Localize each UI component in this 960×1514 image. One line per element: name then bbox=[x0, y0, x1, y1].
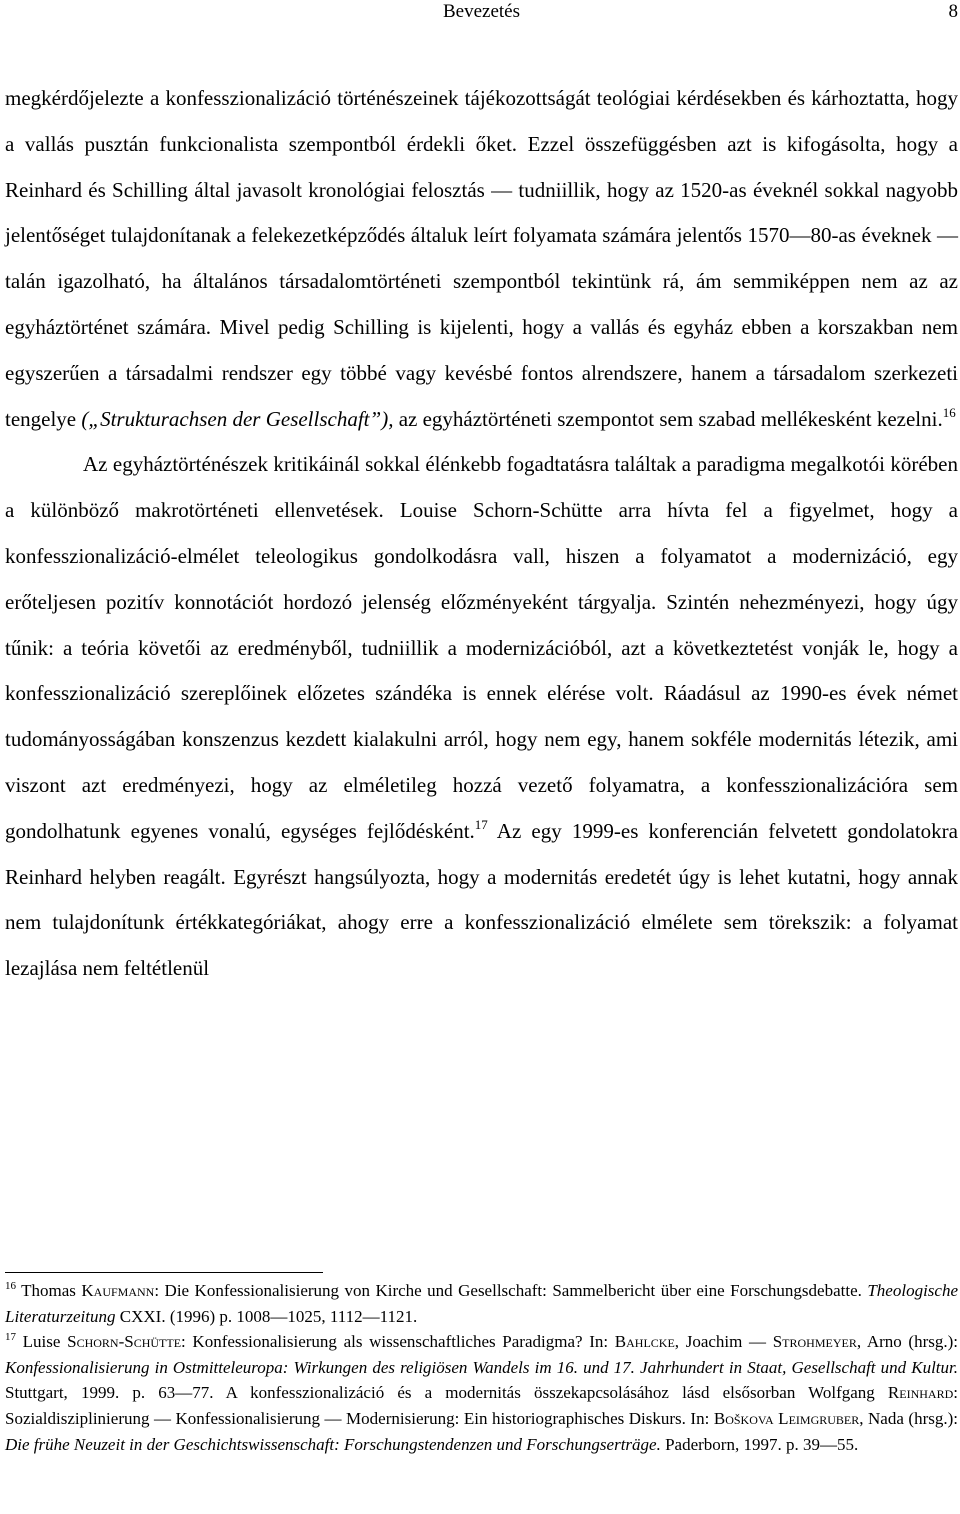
footnote-16-text-b: : Die Konfessionalisierung von Kirche und Gesellschaft: Sammelbericht über eine Forschungsdebatte. bbox=[154, 1281, 868, 1300]
footnote-17 bbox=[5, 1329, 958, 1457]
running-header bbox=[5, 0, 958, 24]
footnote-17-editor4-sc: eimgruber bbox=[788, 1408, 860, 1428]
header-title: Bevezetés bbox=[442, 1, 520, 22]
footnote-17-author2-sc: chütte bbox=[133, 1332, 182, 1352]
footnote-16-text-c: CXXI. (1996) p. 1008―1025, 1112―1121. bbox=[115, 1306, 418, 1326]
footnote-17-text-f: : Sozialdisziplinierung ― Konfessionalisierung ― Modernisierung: Ein historiographisches Diskurs. In: B bbox=[5, 1383, 958, 1428]
paragraph-2 bbox=[5, 442, 958, 992]
paragraph-1 bbox=[5, 76, 958, 442]
footnote-16-author-sc: aufmann bbox=[93, 1281, 155, 1300]
page-number: 8 bbox=[948, 1, 958, 22]
footnote-17-text-b: : Konfessionalisierung als wissenschaftliches Paradigma? In: B bbox=[181, 1332, 627, 1352]
footnote-17-text-e: Stuttgart, 1999. p. 63―77. A konfesszionalizáció és a modernitás összekapcsolásához lásd elsősorban Wolfgang R bbox=[5, 1383, 900, 1403]
footnote-17-text-a2: -S bbox=[118, 1332, 134, 1352]
footnote-17-text-d: , Arno (hrsg.): bbox=[856, 1332, 959, 1352]
footnote-ref-16[interactable]: 16 bbox=[942, 404, 956, 420]
footnote-17-text-i: Paderborn, 1997. p. 39―55. bbox=[660, 1434, 859, 1454]
footnote-17-editor-sc: ahlcke bbox=[626, 1332, 675, 1352]
paragraph-2-text-a: Az egyháztörténészek kritikáinál sokkal élénkebb fogadtatásra találtak a paradigma megalkotói körében a különböző makrotörténeti ellenvetések. Louise Schorn-Schütte arra hívta fel a figyelmet, hogy a konfesszionalizáció-elmélet teleologikus gondolkodásra vall, hiszen a folyamatot a modernizáció, egy erőteljesen pozitív konnotációt hordozó jelenség előzményeként tárgyalja. Szintén nehezményezi, hogy úgy tűnik: a teória követői az eredményből, tudniillik a modernizációból, azt a következtetést vonják le, hogy a konfesszionalizáció szereplőinek előzetes szándéka is ennek elérése volt. Ráadásul az 1990-es évek német tudományosságában konszenzus kezdett kialakulni arról, hogy nem egy, hanem sokféle modernitás létezik, ami viszont azt eredményezi, hogy az elméletileg hozzá vezető folyamatra, a konfesszionalizációra sem gondolhatunk egyenes vonalú, egységes fejlődésként. bbox=[5, 452, 958, 843]
footnote-17-editor2-sc: trohmeyer bbox=[782, 1332, 857, 1352]
footnote-17-text-g: L bbox=[773, 1408, 789, 1428]
footnote-16 bbox=[5, 1278, 958, 1329]
document-page bbox=[5, 0, 958, 1514]
footnote-16-text-a: Thomas K bbox=[16, 1281, 94, 1300]
footnote-17-author-sc: chorn bbox=[76, 1332, 119, 1352]
footnote-17-text-c: , Joachim ― S bbox=[674, 1332, 783, 1352]
paragraph-2-text-b: Az egy 1999-es konferencián felvetett gondolatokra Reinhard helyben reagált. Egyrészt hangsúlyozta, hogy a modernitás eredetét úgy is lehet kutatni, hogy annak nem tulajdonítunk értékkategóriákat, ahogy erre a konfesszionalizáció elmélete sem törekszik: a folyamat lezajlása nem feltétlenül bbox=[5, 818, 958, 981]
footnote-17-text-h: , Nada (hrsg.): bbox=[859, 1408, 958, 1428]
paragraph-1-text-b: az egyháztörténeti szempontot sem szabad mellékesként kezelni. bbox=[393, 406, 943, 431]
footnote-separator bbox=[5, 1272, 323, 1273]
paragraph-1-text-a: megkérdőjelezte a konfesszionalizáció történészeinek tájékozottságát teológiai kérdésekben és kárhoztatta, hogy a vallás pusztán funkcionalista szempontból érdekli őket. Ezzel összefüggésben azt is kifogásolta, hogy a Reinhard és Schilling által javasolt kronológiai felosztás ― tudniillik, hogy az 1520-as éveknél sokkal nagyobb jelentőséget tulajdonítanak a felekezetképződés általuk leírt folyamata számára jelentős 1570―80-as éveknek ― talán igazolható, ha általános társadalomtörténeti szempontból tekintünk rá, ám semmiképpen nem az az egyháztörténet számára. Mivel pedig Schilling is kijelenti, hogy a vallás és egyház ebben a korszakban nem egyszerűen a társadalmi rendszer egy többé vagy kevésbé fontos alrendszere, hanem a társadalom szerkezeti tengelye bbox=[5, 86, 958, 431]
footnote-17-book-title: Konfessionalisierung in Ostmitteleuropa: Wirkungen des religiösen Wandels im 16. und 17. Jahrhundert in Staat, Gesellschaft und Kultur. bbox=[5, 1357, 958, 1377]
body-text bbox=[5, 76, 958, 992]
footnote-ref-17[interactable]: 17 bbox=[474, 816, 488, 832]
footnote-17-editor3-sc: oškova bbox=[725, 1408, 774, 1428]
footnote-17-book-title-2: Die frühe Neuzeit in der Geschichtswissenschaft: Forschungstendenzen und Forschungserträge. bbox=[5, 1434, 661, 1454]
paragraph-1-italic: („Strukturachsen der Gesellschaft”), bbox=[81, 406, 394, 431]
footnote-16-number: 16 bbox=[5, 1280, 16, 1292]
footnote-17-text-a: Luise S bbox=[16, 1332, 77, 1352]
footnote-17-number: 17 bbox=[5, 1331, 16, 1344]
footnote-17-author3-sc: einhard bbox=[899, 1383, 954, 1403]
footnote-16-journal: Theologische Literaturzeitung bbox=[5, 1281, 958, 1326]
footnotes bbox=[5, 1278, 958, 1457]
